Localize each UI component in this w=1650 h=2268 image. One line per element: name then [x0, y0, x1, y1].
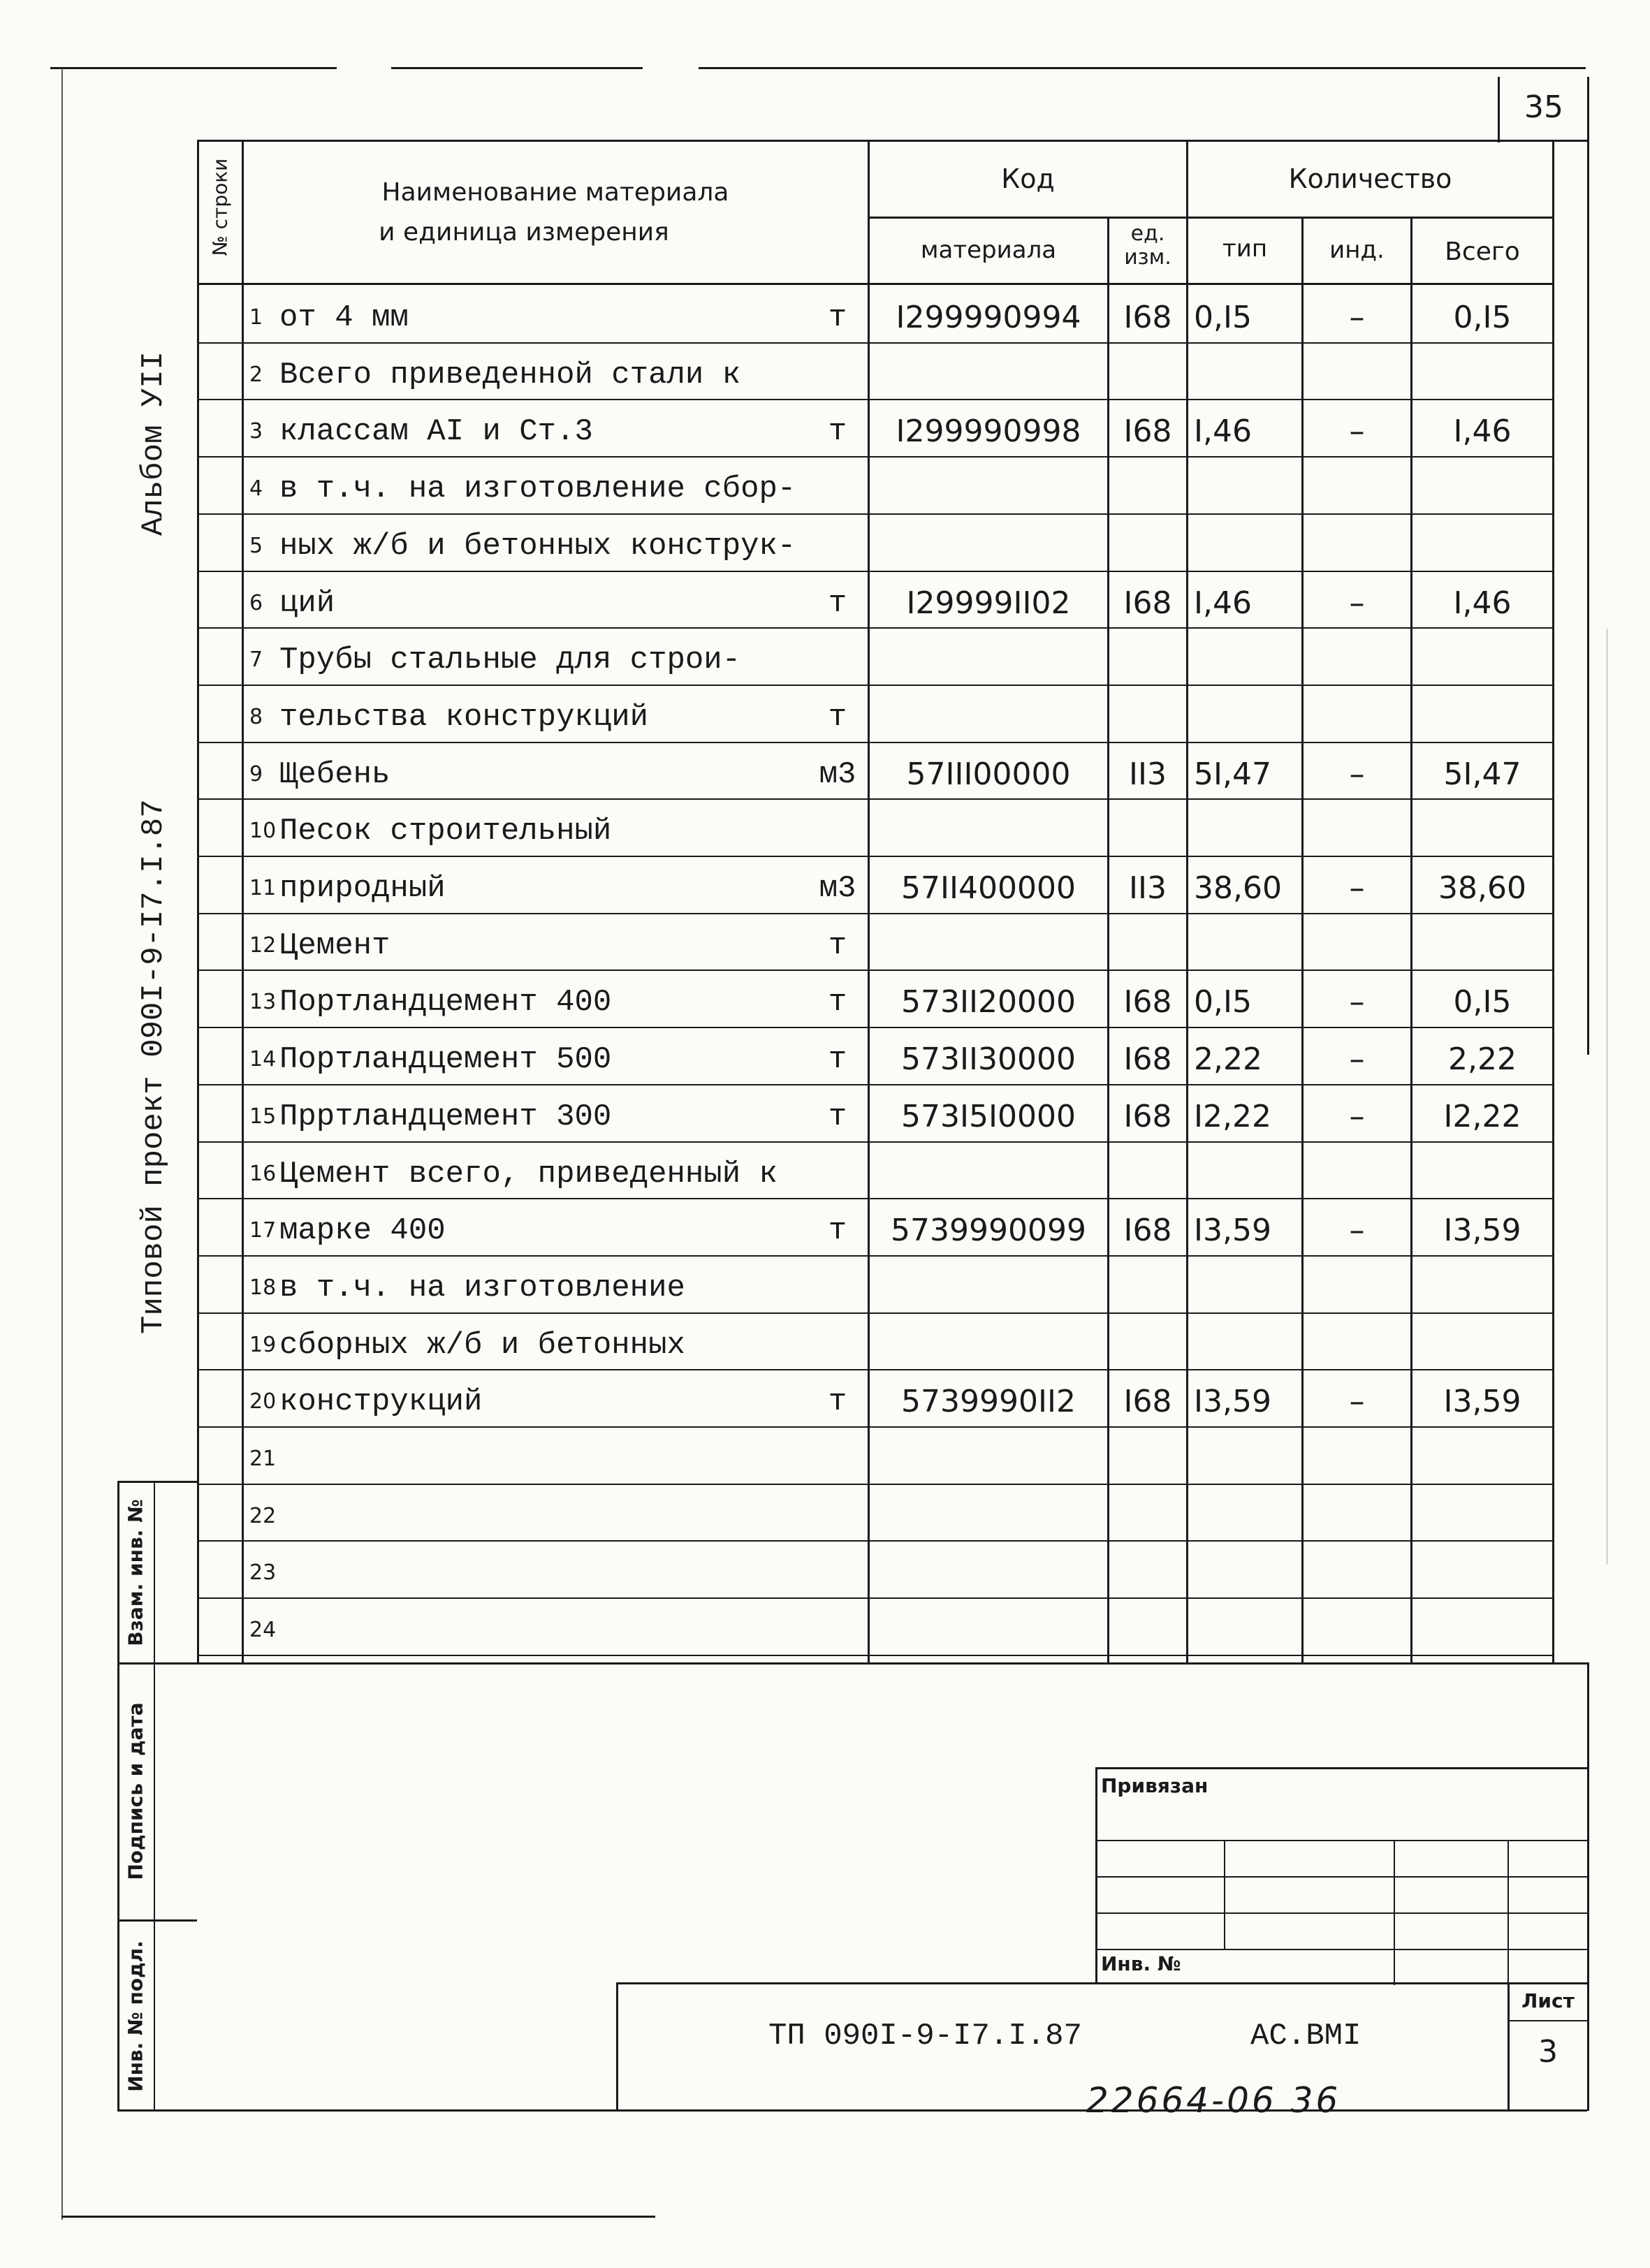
cell-code [870, 1426, 1107, 1484]
cell-total: I3,59 [1443, 1384, 1521, 1419]
cell-total [1412, 798, 1552, 856]
header-name-line2: и единица измерения [379, 218, 669, 247]
cell-ind [1304, 1141, 1410, 1199]
cell-uc [1109, 1484, 1186, 1541]
cell-total [1412, 685, 1552, 742]
header-row-number: № строки [208, 158, 232, 256]
privyazan-col3 [1507, 1840, 1509, 1985]
cell-uc [1109, 342, 1186, 400]
privyazan-col2 [1394, 1840, 1395, 1985]
title-block-left [616, 1982, 618, 2111]
cell-ind: – [1349, 870, 1365, 906]
cell-name: Портландцемент 400 [279, 985, 612, 1020]
cell-total: I,46 [1453, 414, 1512, 449]
cell-name [279, 1540, 810, 1597]
cell-total [1412, 1141, 1552, 1199]
cell-code: I29999II02 [906, 585, 1071, 621]
cell-ind [1304, 913, 1410, 970]
cell-uc [1109, 1426, 1186, 1484]
cell-n: 20 [249, 1389, 277, 1414]
cell-unit [810, 1255, 865, 1312]
cell-ind [1304, 513, 1410, 571]
cell-code [870, 1484, 1107, 1541]
cell-name: тельства конструкций [279, 700, 649, 735]
side-project-label: Типовой проект 090I-9-I7.I.87 [136, 799, 171, 1334]
cell-n: 23 [249, 1560, 277, 1585]
cell-name: ций [279, 586, 335, 621]
cell-unit: м3 [819, 871, 856, 906]
cell-type [1188, 513, 1301, 571]
cell-name: ных ж/б и бетонных конструк- [279, 529, 796, 564]
cell-uc [1109, 627, 1186, 685]
header-mid-line [868, 217, 1554, 219]
cell-code [870, 1597, 1107, 1655]
cell-type [1188, 1597, 1301, 1655]
cell-ind: – [1349, 585, 1365, 621]
cell-uc: I68 [1123, 1384, 1172, 1419]
cell-code: 573I5I0000 [901, 1099, 1076, 1134]
cell-n: 18 [249, 1275, 277, 1300]
cell-n: 2 [249, 363, 263, 387]
cell-code [870, 1255, 1107, 1312]
cell-uc [1109, 1255, 1186, 1312]
cell-ind: – [1349, 1384, 1365, 1419]
cell-unit [810, 627, 865, 685]
cell-n: 21 [249, 1447, 277, 1471]
cell-code [870, 798, 1107, 856]
cell-n: 3 [249, 419, 263, 444]
cell-n: 15 [249, 1104, 277, 1129]
table-right-border [1552, 140, 1554, 1662]
cell-uc [1109, 1141, 1186, 1199]
cell-unit [810, 1597, 865, 1655]
cell-n: 17 [249, 1218, 277, 1243]
cell-total: I2,22 [1443, 1099, 1521, 1134]
cell-name: классам AI и Ст.3 [279, 414, 593, 449]
cell-total [1412, 913, 1552, 970]
cell-total: I3,59 [1443, 1213, 1521, 1248]
cell-total: 38,60 [1438, 870, 1526, 906]
cell-n: 9 [249, 762, 263, 787]
cell-unit: м3 [819, 757, 856, 792]
cell-name: Цемент всего, приведенный к [279, 1157, 777, 1192]
cell-name: Портландцемент 500 [279, 1042, 612, 1077]
cell-ind [1304, 1484, 1410, 1541]
cell-name: в т.ч. на изготовление сбор- [279, 471, 796, 506]
stamp-inv-podl-label: Инв. № подл. [124, 1940, 147, 2092]
cell-n: 16 [249, 1162, 277, 1186]
cell-type [1188, 913, 1301, 970]
cell-ind [1304, 1426, 1410, 1484]
side-album-label: Альбом УII [136, 351, 171, 536]
cell-name: марке 400 [279, 1213, 446, 1248]
cell-n: 6 [249, 591, 263, 615]
privyazan-row4 [1095, 1949, 1587, 1950]
stamp-podpis-label: Подпись и дата [124, 1702, 147, 1880]
privyazan-col1 [1224, 1840, 1225, 1950]
stamp-right-border [1587, 1662, 1589, 2111]
cell-uc: I68 [1123, 300, 1172, 335]
cell-unit [810, 456, 865, 513]
table-left-border [197, 140, 199, 1662]
cell-name: в т.ч. на изготовление [279, 1271, 685, 1305]
cell-uc: I68 [1123, 1099, 1172, 1134]
cell-type [1188, 342, 1301, 400]
cell-unit [810, 1141, 865, 1199]
cell-n: 19 [249, 1333, 277, 1357]
cell-code [870, 513, 1107, 571]
cell-total: 0,I5 [1453, 984, 1512, 1020]
title-mark: АС.ВМI [1250, 2019, 1361, 2054]
cell-ind [1304, 1597, 1410, 1655]
cell-name: конструкций [279, 1384, 483, 1419]
cell-total: 2,22 [1448, 1041, 1517, 1077]
header-qty-total: Всего [1445, 237, 1520, 266]
cell-code [870, 913, 1107, 970]
cell-type: 0,I5 [1194, 300, 1252, 335]
stamp-col-left [117, 1481, 119, 2109]
privyazan-left [1095, 1767, 1097, 1984]
cell-name [279, 1426, 810, 1484]
cell-ind [1304, 685, 1410, 742]
cell-uc [1109, 513, 1186, 571]
cell-code: 5739990II2 [901, 1384, 1076, 1419]
cell-unit [810, 513, 865, 571]
cell-uc [1109, 456, 1186, 513]
cell-type [1188, 1540, 1301, 1597]
cell-name: природный [279, 871, 446, 906]
cell-type: I2,22 [1194, 1099, 1271, 1134]
privyazan-row1 [1095, 1840, 1587, 1841]
cell-n: 5 [249, 534, 263, 558]
cell-total: 0,I5 [1453, 300, 1512, 335]
cell-total: 5I,47 [1443, 756, 1521, 792]
header-name-line1: Наименование материала [381, 178, 729, 207]
cell-uc [1109, 1597, 1186, 1655]
cell-uc: I68 [1123, 1041, 1172, 1077]
cell-type [1188, 685, 1301, 742]
cell-ind [1304, 1312, 1410, 1370]
cell-uc [1109, 1540, 1186, 1597]
cell-unit: т [828, 300, 847, 335]
cell-code [870, 627, 1107, 685]
cell-type [1188, 1484, 1301, 1541]
cell-total [1412, 1540, 1552, 1597]
stamp-div2 [117, 1919, 197, 1922]
cell-uc [1109, 913, 1186, 970]
cell-unit: т [828, 1384, 847, 1419]
cell-total: I,46 [1453, 585, 1512, 621]
cell-ind: – [1349, 300, 1365, 335]
cell-code: 573II30000 [901, 1041, 1076, 1077]
cell-unit: т [828, 1099, 847, 1134]
title-block-sheet-left [1507, 1982, 1510, 2111]
cell-n: 8 [249, 705, 263, 729]
title-code: ТП 090I-9-I7.I.87 [768, 2019, 1082, 2054]
cell-ind: – [1349, 1099, 1365, 1134]
cell-ind: – [1349, 1213, 1365, 1248]
cell-n: 12 [249, 933, 277, 958]
privyazan-row3 [1095, 1912, 1587, 1914]
cell-total [1412, 456, 1552, 513]
cell-ind [1304, 1255, 1410, 1312]
cell-type [1188, 627, 1301, 685]
cell-code [870, 1312, 1107, 1370]
cell-total [1412, 1426, 1552, 1484]
cell-total [1412, 627, 1552, 685]
cell-unit [810, 1426, 865, 1484]
cell-unit [810, 1312, 865, 1370]
cell-name: Песок строительный [279, 814, 612, 849]
cell-total [1412, 1312, 1552, 1370]
cell-unit [810, 1540, 865, 1597]
header-qty-ind: инд. [1329, 236, 1385, 264]
cell-code: 57III00000 [906, 756, 1071, 792]
cell-ind: – [1349, 756, 1365, 792]
cell-code: I299990998 [896, 414, 1081, 449]
cell-type: I,46 [1194, 414, 1252, 449]
cell-uc: II3 [1129, 870, 1167, 906]
cell-uc [1109, 685, 1186, 742]
cell-uc: I68 [1123, 1213, 1172, 1248]
cell-unit: т [828, 1213, 847, 1248]
stamp-vzam-label: Взам. инв. № [124, 1499, 147, 1646]
cell-unit [810, 342, 865, 400]
cell-total [1412, 1255, 1552, 1312]
title-block-top [616, 1982, 1587, 1984]
cell-n: 4 [249, 476, 263, 501]
cell-uc: II3 [1129, 756, 1167, 792]
cell-uc: I68 [1123, 414, 1172, 449]
cell-unit: т [828, 700, 847, 735]
privyazan-top [1095, 1767, 1587, 1769]
cell-name: Щебень [279, 757, 390, 792]
privyazan-title: Привязан [1101, 1774, 1209, 1797]
cell-type [1188, 456, 1301, 513]
cell-type [1188, 798, 1301, 856]
row-divider [197, 1655, 1554, 1656]
cell-name: от 4 мм [279, 300, 409, 335]
cell-unit [810, 798, 865, 856]
cell-type: 38,60 [1194, 870, 1282, 906]
cell-name [279, 1597, 810, 1655]
cell-total [1412, 1484, 1552, 1541]
cell-n: 24 [249, 1618, 277, 1642]
cell-unit: т [828, 586, 847, 621]
cell-uc: I68 [1123, 585, 1172, 621]
cell-type [1188, 1426, 1301, 1484]
cell-uc [1109, 1312, 1186, 1370]
cell-ind: – [1349, 1041, 1365, 1077]
cell-ind [1304, 456, 1410, 513]
cell-code: 5739990099 [891, 1213, 1086, 1248]
header-qty-type: тип [1222, 235, 1268, 263]
cell-n: 22 [249, 1504, 277, 1528]
cell-code [870, 1141, 1107, 1199]
cell-n: 13 [249, 990, 277, 1014]
cell-total [1412, 342, 1552, 400]
cell-ind [1304, 1540, 1410, 1597]
cell-uc [1109, 798, 1186, 856]
cell-type [1188, 1255, 1301, 1312]
cell-code: 57II400000 [901, 870, 1076, 906]
cell-ind [1304, 342, 1410, 400]
cell-name: Цемент [279, 928, 390, 963]
sheet-number: 3 [1538, 2034, 1558, 2070]
cell-name: Прртландцемент 300 [279, 1099, 612, 1134]
privyazan-inv: Инв. № [1101, 1952, 1181, 1975]
cell-name: Всего приведенной стали к [279, 358, 741, 393]
cell-type: I3,59 [1194, 1384, 1271, 1419]
cell-code [870, 1540, 1107, 1597]
cell-unit [810, 1484, 865, 1541]
sheet-label: Лист [1521, 1989, 1575, 2012]
cell-name: Трубы стальные для строи- [279, 643, 741, 678]
cell-type [1188, 1141, 1301, 1199]
header-code-unit: ед. изм. [1124, 221, 1171, 270]
cell-total [1412, 1597, 1552, 1655]
cell-type: I,46 [1194, 585, 1252, 621]
cell-n: 7 [249, 648, 263, 672]
cell-type: 2,22 [1194, 1041, 1262, 1077]
title-block-sheet-mid [1507, 2020, 1587, 2021]
cell-name [279, 1484, 810, 1541]
cell-type: I3,59 [1194, 1213, 1271, 1248]
stamp-col-inner [154, 1481, 155, 2109]
cell-code: 573II20000 [901, 984, 1076, 1020]
cell-unit: т [828, 414, 847, 449]
cell-type: 0,I5 [1194, 984, 1252, 1020]
cell-n: 11 [249, 876, 277, 900]
cell-unit: т [828, 1042, 847, 1077]
cell-ind [1304, 627, 1410, 685]
cell-n: 10 [249, 819, 277, 843]
footer-number: 22664-06 36 [1086, 2080, 1341, 2121]
cell-unit: т [828, 928, 847, 963]
header-qty-group: Количество [1288, 163, 1452, 194]
cell-type: 5I,47 [1194, 756, 1271, 792]
cell-ind: – [1349, 414, 1365, 449]
stamp-div1 [117, 1662, 1587, 1665]
cell-total [1412, 513, 1552, 571]
cell-type [1188, 1312, 1301, 1370]
cell-code [870, 685, 1107, 742]
stamp-bottom [117, 2109, 1587, 2112]
cell-uc: I68 [1123, 984, 1172, 1020]
cell-ind: – [1349, 984, 1365, 1020]
page-number: 35 [1524, 89, 1563, 125]
cell-unit: т [828, 985, 847, 1020]
cell-name: сборных ж/б и бетонных [279, 1328, 685, 1363]
cell-code: I299990994 [896, 300, 1081, 335]
header-code-material: материала [920, 236, 1057, 264]
privyazan-row2 [1095, 1876, 1587, 1878]
cell-code [870, 456, 1107, 513]
cell-code [870, 342, 1107, 400]
cell-n: 14 [249, 1047, 277, 1071]
cell-n: 1 [249, 305, 263, 330]
cell-ind [1304, 798, 1410, 856]
header-code-group: Код [1001, 163, 1055, 194]
